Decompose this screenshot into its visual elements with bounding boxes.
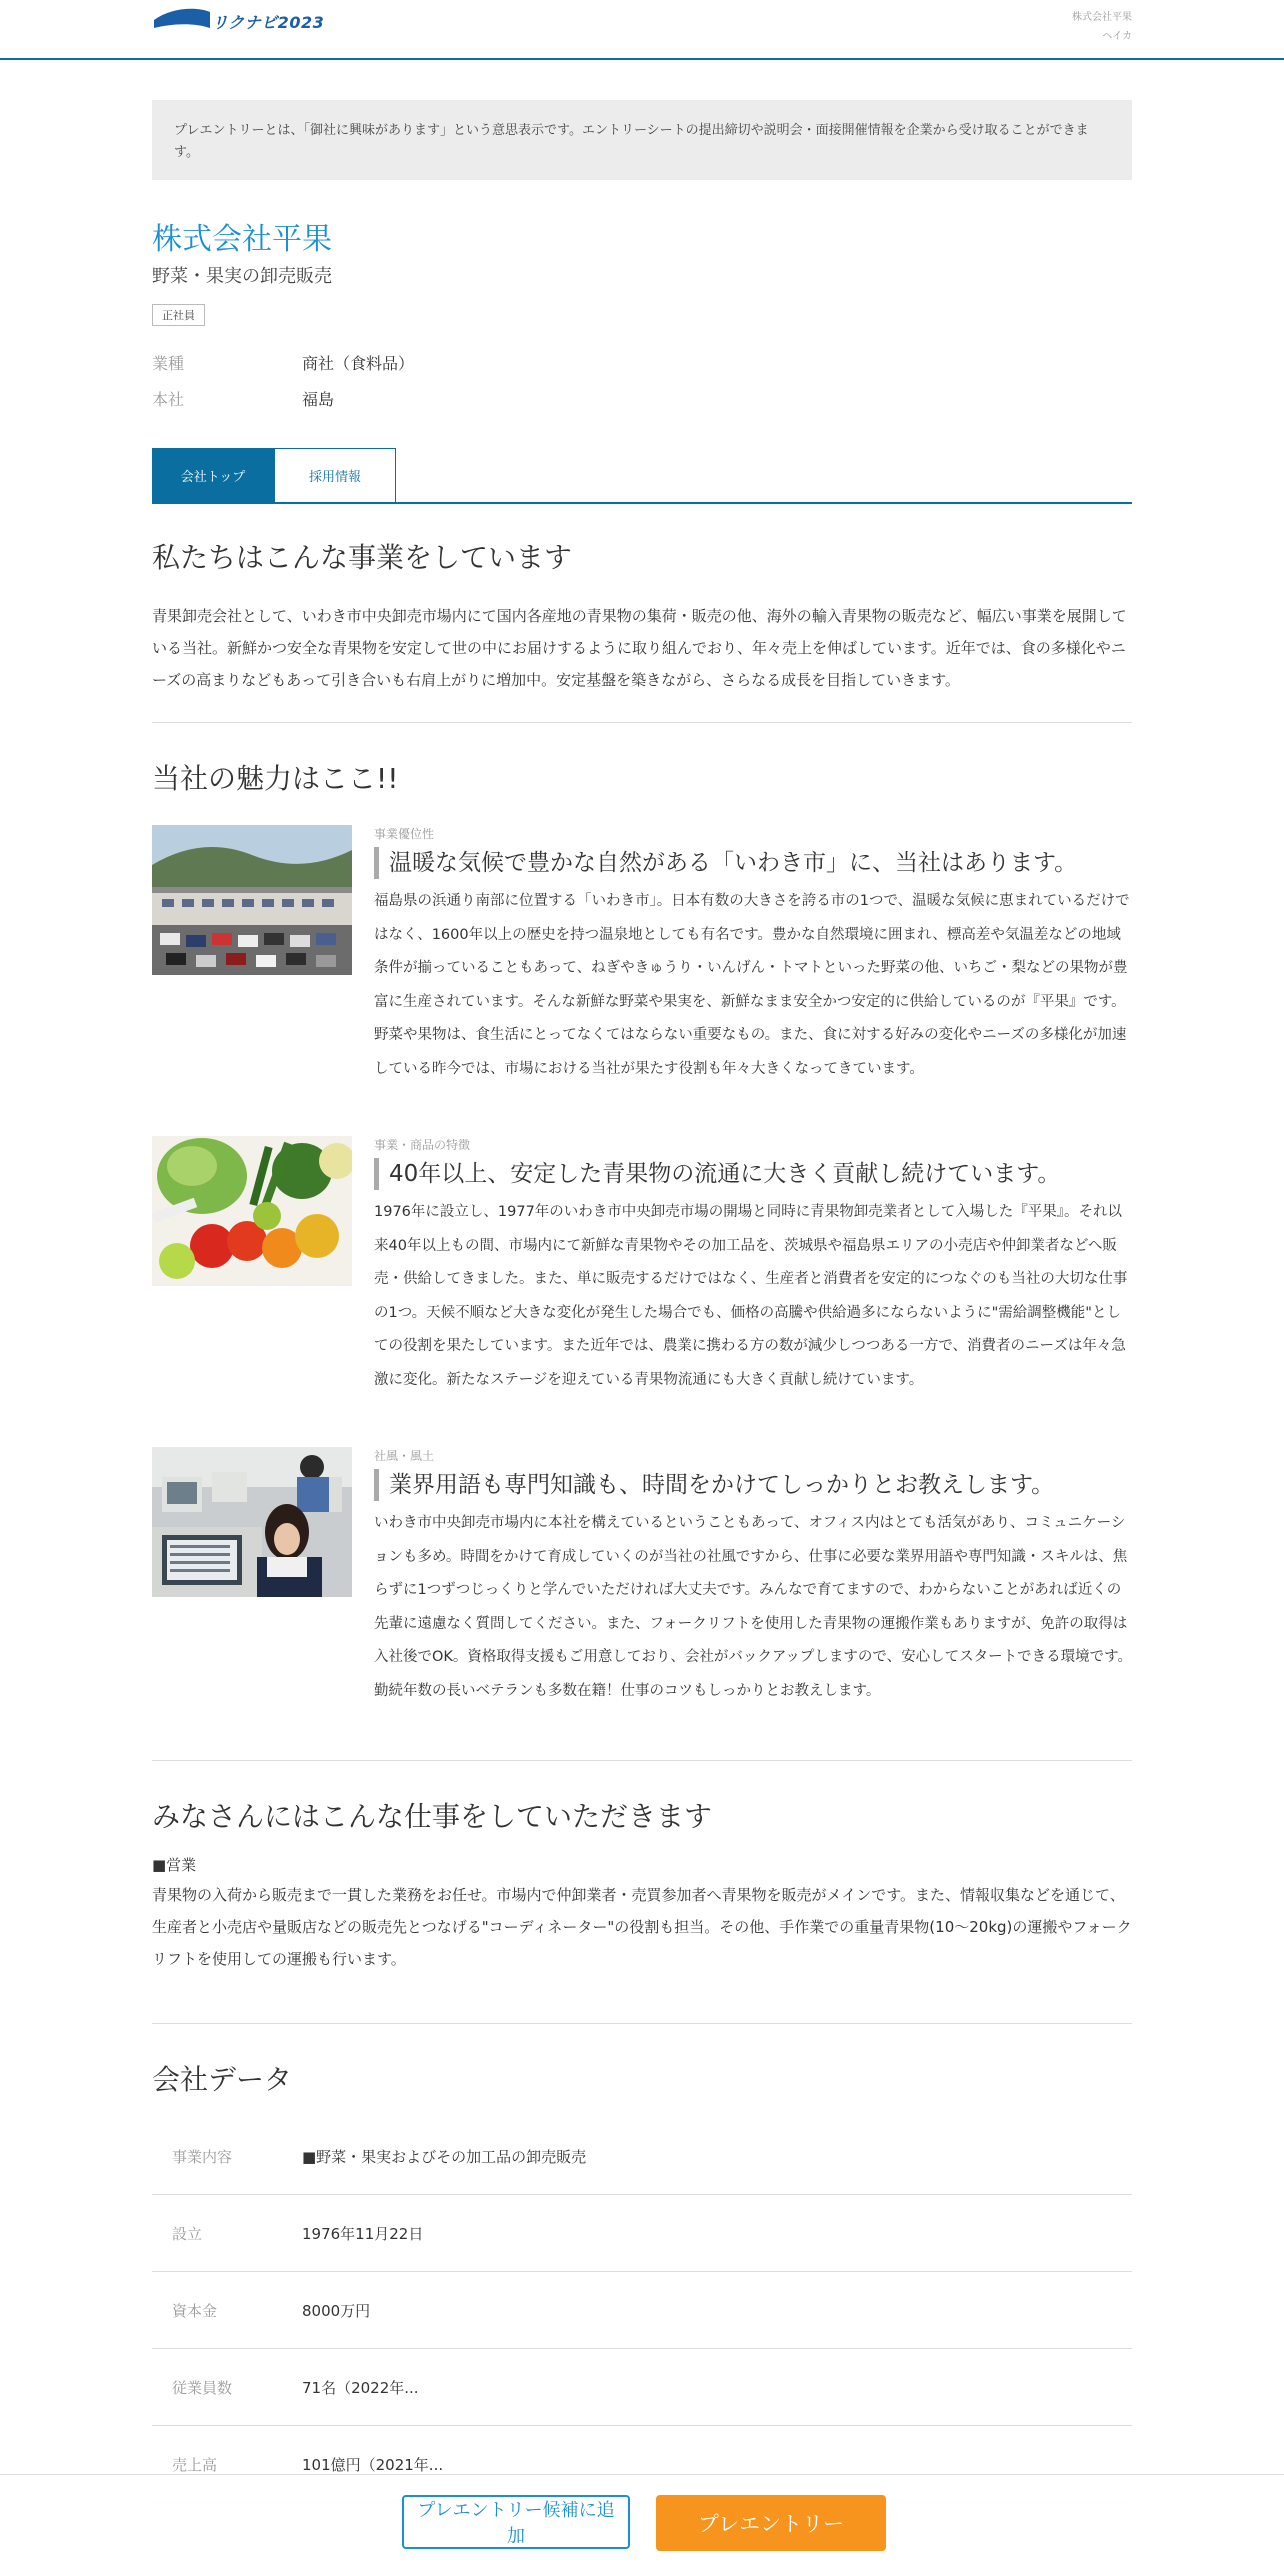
bottom-action-bar [0,2474,1284,2569]
employment-type-badge: 正社員 [152,304,205,326]
logo-text: リクナビ2023 [212,13,325,32]
company-data-table [152,2118,1132,2503]
divider [152,1760,1132,1761]
info-label: 本社 [152,390,185,409]
business-heading: 私たちはこんな事業をしています [152,541,573,574]
data-label: 事業内容 [172,2147,233,2166]
appeal-category: 事業・商品の特徴 [374,1138,471,1152]
main-content [152,100,1132,2503]
work-text: 青果物の入荷から販売まで一貫した業務をお任せ。市場内で仲卸業者・売買参加者へ青果物を販売がメインです。また、情報収集などを通じて、生産者と小売店や量販店などの販売先とつなげる"コーディネーター"の役割も担当。その他、手作業での重量青果物(10～20kg)の運搬やフォークリフトを使用しての運搬も行います。 [152,1886,1132,1968]
data-row-capital [152,2272,1132,2349]
add-to-candidates-button[interactable]: プレエントリー候補に追加 [402,2495,630,2549]
appeal-category: 社風・風土 [374,1449,435,1463]
info-value: 商社（食料品） [302,354,415,373]
work-heading: みなさんにはこんな仕事をしていただきます [152,1800,713,1833]
data-row-employees [152,2349,1132,2426]
appeal-text: いわき市中央卸売市場内に本社を構えているということもあって、オフィス内はとても活気があり、コミュニケーションも多め。時間をかけて育成していくのが当社の社風ですから、仕事に必要な業界用語や専門知識・スキルは、焦らずに1つずつじっくりと学んでいただければ大丈夫です。みんなで育てますので、わからないことがあれば近くの先輩に遠慮なく質問してください。また、フォークリフトを使用した青果物の運搬作業もありますが、免許の取得は入社後でOK。資格取得支援もご用意しており、会社がバックアップしますので、安心してスタートできる環境です。勤続年数の長いベテランも多数在籍！仕事のコツもしっかりとお教えします。 [374,1515,1132,1699]
appeal-item [152,825,1132,1086]
data-value: 8000万円 [302,2301,371,2320]
appeal-item-body [374,1447,1132,1708]
rikunabi-logo[interactable] [152,6,325,32]
header-company [1072,8,1132,46]
info-label: 業種 [152,354,185,373]
appeal-category: 事業優位性 [374,827,435,841]
appeal-heading: 当社の魅力はここ!! [152,762,399,795]
tab-company-top[interactable]: 会社トップ [152,448,274,502]
appeal-item-body [374,1136,1132,1397]
divider [152,722,1132,723]
business-text: 青果卸売会社として、いわき市中央卸売市場内にて国内各産地の青果物の集荷・販売の他、海外の輸入青果物の販売など、幅広い事業を展開している当社。新鮮かつ安全な青果物を安定して世の中にお届けするように取り組んでおり、年々売上を伸ばしています。近年では、食の多様化やニーズの高まりなどもあって引き合いも右肩上がりに増加中。安定基盤を築きながら、さらなる成長を目指していきます。 [152,607,1127,689]
info-value: 福島 [302,390,335,409]
data-label: 資本金 [172,2301,218,2320]
site-header [0,0,1284,60]
data-value: ■野菜・果実およびその加工品の卸売販売 [302,2147,587,2166]
company-subtitle: 野菜・果実の卸売販売 [152,266,332,287]
market-photo [152,825,352,975]
appeal-title: 業界用語も専門知識も、時間をかけてしっかりとお教えします。 [374,1469,1132,1501]
pre-entry-notice: プレエントリーとは、「御社に興味があります」という意思表示です。エントリーシートの提出締切や説明会・面接開催情報を企業から受け取ることができます。 [152,100,1132,180]
data-label: 従業員数 [172,2378,233,2397]
appeal-title: 温暖な気候で豊かな自然がある「いわき市」に、当社はあります。 [374,847,1132,879]
tab-recruit-info[interactable]: 採用情報 [274,448,396,502]
data-label: 売上高 [172,2455,218,2474]
page-tabs [152,448,1132,504]
data-row-founded [152,2195,1132,2272]
company-name: 株式会社平果 [152,222,332,257]
business-section [152,538,1132,696]
appeal-section [152,759,1132,1708]
header-company-kana: ヘイカ [1102,31,1132,42]
appeal-title: 40年以上、安定した青果物の流通に大きく貢献し続けています。 [374,1158,1132,1190]
appeal-item [152,1447,1132,1708]
company-data-section [152,2060,1132,2503]
appeal-item [152,1136,1132,1397]
produce-photo [152,1136,352,1286]
data-value: 71名（2022年... [302,2378,419,2397]
company-info [152,346,1132,418]
pre-entry-button[interactable]: プレエントリー [656,2495,886,2551]
company-data-heading: 会社データ [152,2063,293,2096]
data-label: 設立 [172,2224,203,2243]
work-subheading: ■営業 [152,1856,197,1874]
office-photo [152,1447,352,1597]
work-section [152,1797,1132,1975]
divider [152,2023,1132,2024]
appeal-item-body [374,825,1132,1086]
info-row-headquarters [152,382,1132,418]
appeal-text: 福島県の浜通り南部に位置する「いわき市」。日本有数の大きさを誇る市の1つで、温暖な気候に恵まれているだけではなく、1600年以上の歴史を持つ温泉地としても有名です。豊かな自然環境に囲まれ、標高差や気温差などの地域条件が揃っていることもあって、ねぎやきゅうり・いんげん・トマトといった野菜の他、いちご・梨などの果物が豊富に生産されています。そんな新鮮な野菜や果実を、新鮮なまま安全かつ安定的に供給しているのが『平果』です。野菜や果物は、食生活にとってなくてはならない重要なもの。また、食に対する好みの変化やニーズの多様化が加速している昨今では、市場における当社が果たす役割も年々大きくなってきています。 [374,893,1130,1077]
data-value: 1976年11月22日 [302,2224,424,2243]
data-row-business [152,2118,1132,2195]
header-company-name: 株式会社平果 [1072,12,1132,23]
info-row-industry [152,346,1132,382]
appeal-text: 1976年に設立し、1977年のいわき市中央卸売市場の開場と同時に青果物卸売業者として入場した『平果』。それ以来40年以上もの間、市場内にて新鮮な青果物やその加工品を、茨城県や福島県エリアの小売店や仲卸業者などへ販売・供給してきました。また、単に販売するだけではなく、生産者と消費者を安定的につなぐのも当社の大切な仕事の1つ。天候不順など大きな変化が発生した場合でも、価格の高騰や供給過多にならないように"需給調整機能"としての役割を果たしています。また近年では、農業に携わる方の数が減少しつつある一方で、消費者のニーズは年々急激に変化。新たなステージを迎えている青果物流通にも大きく貢献し続けています。 [374,1204,1128,1388]
data-value: 101億円（2021年... [302,2455,444,2474]
